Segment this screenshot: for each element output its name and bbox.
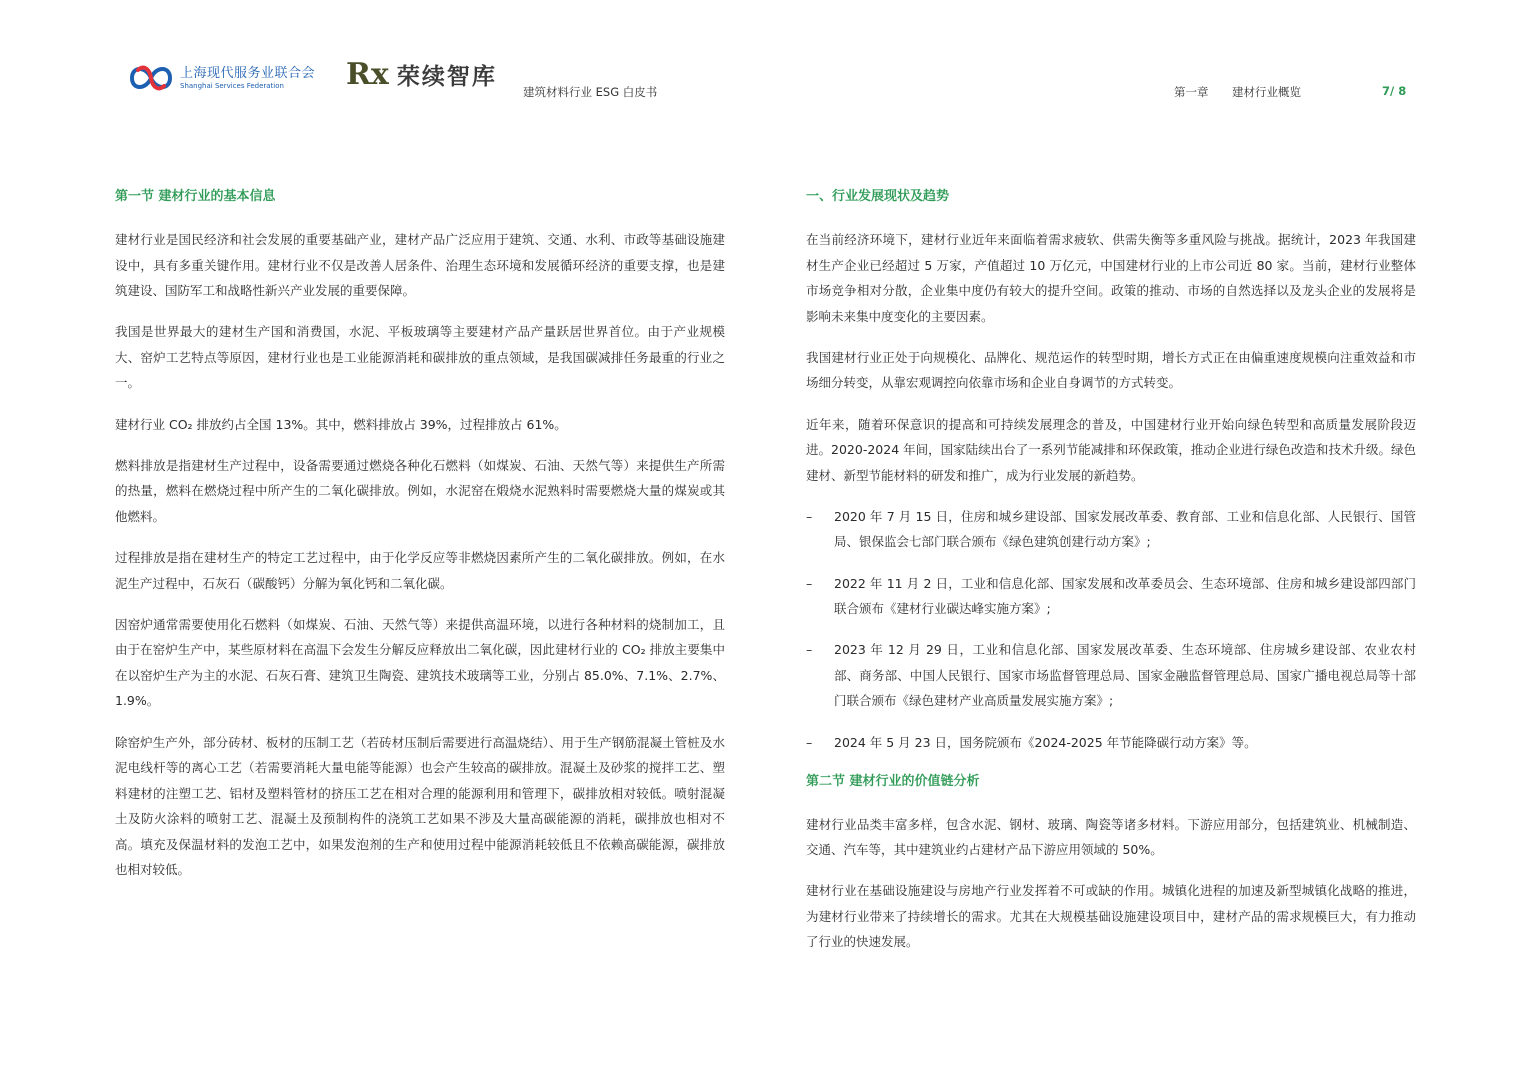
document-title: 建筑材料行业 ESG 白皮书 <box>523 85 658 99</box>
paragraph: 我国建材行业正处于向规模化、品牌化、规范运作的转型时期，增长方式正在由偏重速度规模向注重效益和市场细分转变，从靠宏观调控向依靠市场和企业自身调节的方式转变。 <box>806 349 1416 391</box>
policy-text: 2023 年 12 月 29 日，工业和信息化部、国家发展改革委、生态环境部、住房城乡建设部、农业农村部、商务部、中国人民银行、国家市场监督管理总局、国家金融监督管理总局、国家广播电视总局等十部门联合颁布《绿色建材产业高质量发展实施方案》; <box>834 642 1416 709</box>
subsection-heading: 一、行业发展现状及趋势 <box>806 189 950 204</box>
dash-bullet: – <box>806 642 813 658</box>
paragraph: 过程排放是指在建材生产的特定工艺过程中，由于化学反应等非燃烧因素所产生的二氧化碳排放。例如，在水泥生产过程中，石灰石（碳酸钙）分解为氧化钙和二氧化碳。 <box>115 549 725 591</box>
right-column <box>806 186 1416 971</box>
chapter-label: 第一章 <box>1174 85 1209 99</box>
federation-name-cn: 上海现代服务业联合会 <box>180 65 316 81</box>
policy-list-item <box>806 571 1416 622</box>
think-tank-name: 荣续智库 <box>396 64 497 90</box>
paragraph: 我国是世界最大的建材生产国和消费国，水泥、平板玻璃等主要建材产品产量跃居世界首位。由于产业规模大、窑炉工艺特点等原因，建材行业也是工业能源消耗和碳排放的重点领域，是我国碳减排任务最重的行业之一。 <box>115 324 725 391</box>
chapter-name: 建材行业概览 <box>1232 85 1301 99</box>
left-column <box>115 186 725 899</box>
federation-name-en: Shanghai Services Federation <box>180 81 284 90</box>
paragraph: 因窑炉通常需要使用化石燃料（如煤炭、石油、天然气等）来提供高温环境，以进行各种材料的烧制加工，且由于在窑炉生产中，某些原材料在高温下会发生分解反应释放出二氧化碳，因此建材行业的 CO₂ 排放主要集中在以窑炉生产为主的水泥、石灰石膏、建筑卫生陶瓷、建筑技术玻璃等工业，分别占 85.0%、7.1%、2.7%、1.9%。 <box>115 616 725 709</box>
policy-list-item <box>806 730 1416 756</box>
page-header <box>0 0 1527 120</box>
page-number: 7/ 8 <box>1382 84 1407 98</box>
dash-bullet: – <box>806 734 813 750</box>
paragraph: 建材行业在基础设施建设与房地产行业发挥着不可或缺的作用。城镇化进程的加速及新型城镇化战略的推进，为建材行业带来了持续增长的需求。尤其在大规模基础设施建设项目中，建材产品的需求规模巨大，有力推动了行业的快速发展。 <box>806 883 1416 950</box>
section-heading: 第二节 建材行业的价值链分析 <box>806 773 980 789</box>
policy-text: 2020 年 7 月 15 日，住房和城乡建设部、国家发展改革委、教育部、工业和信息化部、人民银行、国管局、银保监会七部门联合颁布《绿色建筑创建行动方案》; <box>834 508 1416 550</box>
policy-list-item <box>806 637 1416 714</box>
think-tank-logo <box>346 58 497 91</box>
paragraph: 除窑炉生产外，部分砖材、板材的压制工艺（若砖材压制后需要进行高温烧结）、用于生产钢筋混凝土管桩及水泥电线杆等的离心工艺（若需要消耗大量电能等能源）也会产生较高的碳排放。混凝土及砂浆的搅拌工艺、塑料建材的注塑工艺、铝材及塑料管材的挤压工艺在相对合理的能源利用和管理下，碳排放相对较低。喷射混凝土及防火涂料的喷射工艺、混凝土及预制构件的浇筑工艺如果不涉及大量高碳能源的消耗，碳排放也相对不高。填充及保温材料的发泡工艺中，如果发泡剂的生产和使用过程中能源消耗较低且不依赖高碳能源，碳排放也相对较低。 <box>115 734 725 878</box>
policy-list-item <box>806 504 1416 555</box>
section-heading: 第一节 建材行业的基本信息 <box>115 189 276 204</box>
federation-logo <box>128 60 315 96</box>
dash-bullet: – <box>806 508 813 524</box>
paragraph: 建材行业 CO₂ 排放约占全国 13%。其中，燃料排放占 39%，过程排放占 61%。 <box>115 416 567 432</box>
paragraph: 近年来，随着环保意识的提高和可持续发展理念的普及，中国建材行业开始向绿色转型和高质量发展阶段迈进。2020-2024 年间，国家陆续出台了一系列节能减排和环保政策，推动企业进行绿色改造和技术升级。绿色建材、新型节能材料的研发和推广，成为行业发展的新趋势。 <box>806 416 1416 483</box>
paragraph: 建材行业品类丰富多样，包含水泥、钢材、玻璃、陶瓷等诸多材料。下游应用部分，包括建筑业、机械制造、交通、汽车等，其中建筑业约占建材产品下游应用领域的 50%。 <box>806 816 1416 858</box>
paragraph: 燃料排放是指建材生产过程中，设备需要通过燃烧各种化石燃料（如煤炭、石油、天然气等）来提供生产所需的热量，燃料在燃烧过程中所产生的二氧化碳排放。例如，水泥窑在煅烧水泥熟料时需要燃烧大量的煤炭或其他燃料。 <box>115 457 725 524</box>
policy-text: 2022 年 11 月 2 日，工业和信息化部、国家发展和改革委员会、生态环境部、住房和城乡建设部四部门联合颁布《建材行业碳达峰实施方案》; <box>834 575 1416 617</box>
rx-logo-icon <box>346 56 389 92</box>
paragraph: 在当前经济环境下，建材行业近年来面临着需求疲软、供需失衡等多重风险与挑战。据统计，2023 年我国建材生产企业已经超过 5 万家，产值超过 10 万亿元，中国建材行业的上市公司近 80 家。当前，建材行业整体市场竞争相对分散，企业集中度仍有较大的提升空间。政策的推动、市场的自然选择以及龙头企业的发展将是影响未来集中度变化的主要因素。 <box>806 232 1416 324</box>
dash-bullet: – <box>806 575 813 591</box>
paragraph: 建材行业是国民经济和社会发展的重要基础产业，建材产品广泛应用于建筑、交通、水利、市政等基础设施建设中，具有多重关键作用。建材行业不仅是改善人居条件、治理生态环境和发展循环经济的重要支撑，也是建筑建设、国防军工和战略性新兴产业发展的重要保障。 <box>115 232 725 299</box>
rx-mark-text: Rx <box>346 56 389 92</box>
federation-emblem-icon <box>128 60 174 96</box>
policy-text: 2024 年 5 月 23 日，国务院颁布《2024-2025 年节能降碳行动方案》等。 <box>834 734 1257 750</box>
